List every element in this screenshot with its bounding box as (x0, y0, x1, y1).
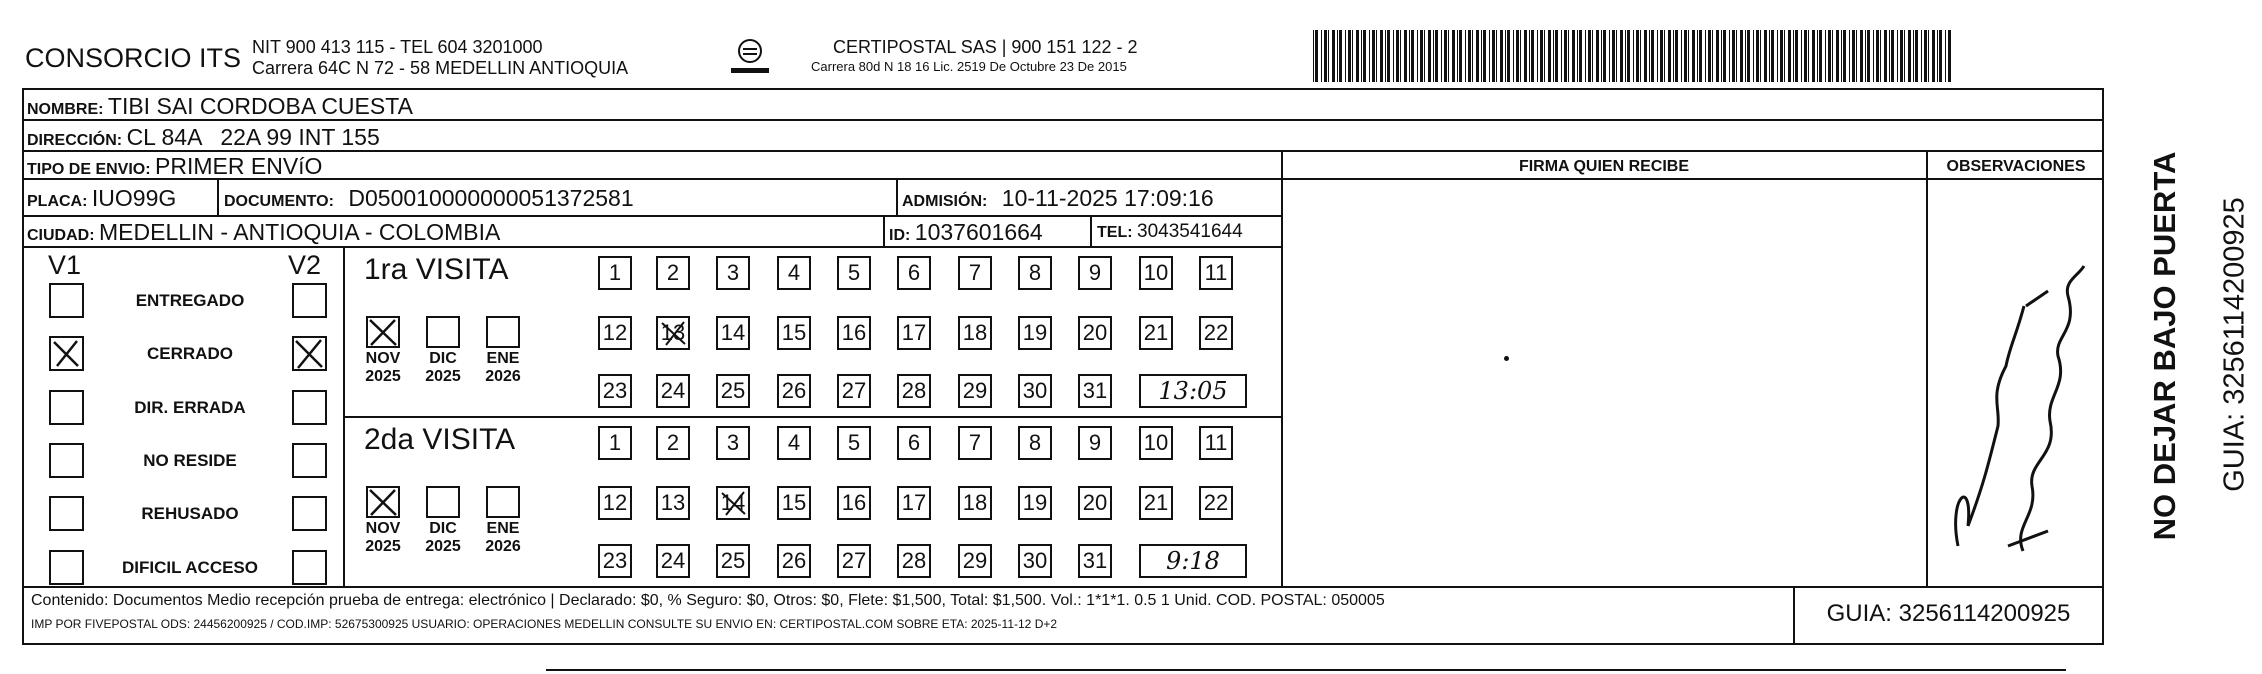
ciudad-label: CIUDAD: (27, 227, 95, 244)
month-year: 2025 (425, 538, 461, 555)
v2-label: V2 (288, 250, 322, 280)
day-cell[interactable]: 18 (958, 486, 992, 520)
visit-title: 2da VISITA (364, 423, 516, 456)
day-cell[interactable]: 31 (1078, 374, 1112, 408)
month-label (421, 350, 465, 386)
tipo-value: PRIMER ENVíO (155, 153, 323, 179)
handwritten-observaciones (1928, 246, 2104, 581)
admision-label: ADMISIÓN: (902, 193, 988, 210)
placa-value: IUO99G (91, 185, 177, 211)
v1-checkbox[interactable] (49, 550, 84, 585)
id-value: 1037601664 (914, 219, 1043, 245)
nombre-label: NOMBRE: (27, 101, 104, 118)
nombre-value: TIBI SAI CORDOBA CUESTA (107, 93, 413, 119)
direccion-label: DIRECCIÓN: (27, 132, 123, 149)
month-year: 2025 (425, 368, 461, 385)
day-cell[interactable]: 22 (1199, 316, 1233, 350)
tel-value: 3043541644 (1137, 221, 1243, 242)
day-cell[interactable]: 1 (598, 426, 632, 460)
footer-guia: GUIA: 3256114200925 (1826, 600, 2071, 627)
time-value: 9:18 (1166, 547, 1220, 575)
tel-label: TEL: (1097, 224, 1133, 241)
nombre-row (27, 93, 413, 120)
day-cell[interactable]: 23 (598, 374, 632, 408)
month-name: NOV (365, 520, 401, 537)
month-checkbox[interactable] (486, 316, 520, 348)
side-text (2110, 88, 2251, 588)
direccion-value: CL 84A 22A 99 INT 155 (126, 124, 380, 150)
status-option-label: CERRADO (147, 344, 233, 363)
day-cell[interactable]: 30 (1018, 544, 1052, 578)
month-label (361, 520, 405, 556)
month-checkbox[interactable] (426, 486, 460, 518)
day-cell[interactable]: 1 (598, 256, 632, 290)
day-cell[interactable]: 29 (958, 544, 992, 578)
day-cell[interactable]: 27 (837, 374, 871, 408)
day-cell[interactable]: 2 (656, 256, 690, 290)
month-name: DIC (429, 350, 457, 367)
day-cell[interactable]: 6 (897, 426, 931, 460)
id-row (889, 219, 1043, 246)
day-cell[interactable]: 25 (716, 374, 750, 408)
month-label (481, 520, 525, 556)
day-cell[interactable]: 13 (656, 316, 690, 350)
month-label (421, 520, 465, 556)
day-cell[interactable]: 21 (1139, 486, 1173, 520)
v1-checkbox[interactable] (49, 336, 84, 371)
month-year: 2025 (365, 368, 401, 385)
firma-label: FIRMA QUIEN RECIBE (1518, 158, 1690, 175)
day-cell[interactable]: 10 (1139, 426, 1173, 460)
admision-row (902, 185, 1214, 212)
day-cell[interactable]: 17 (897, 486, 931, 520)
company-address: Carrera 64C N 72 - 58 MEDELLIN ANTIOQUIA (252, 58, 629, 78)
month-checkbox[interactable] (486, 486, 520, 518)
day-cell[interactable]: 23 (598, 544, 632, 578)
month-year: 2026 (485, 538, 521, 555)
day-cell[interactable]: 24 (656, 374, 690, 408)
month-name: NOV (365, 350, 401, 367)
bottom-edge (546, 669, 2066, 671)
tipo-row (27, 153, 322, 180)
tipo-label: TIPO DE ENVIO: (27, 161, 151, 178)
day-cell[interactable]: 11 (1199, 426, 1233, 460)
month-checkbox[interactable] (366, 316, 400, 348)
admision-value: 10-11-2025 17:09:16 (1001, 185, 1214, 211)
month-checkbox[interactable] (366, 486, 400, 518)
courier-nit: CERTIPOSTAL SAS | 900 151 122 - 2 (833, 37, 1138, 57)
month-label (481, 350, 525, 386)
side-guia: GUIA: 3256114200925 (2218, 197, 2251, 492)
v2-checkbox[interactable] (292, 496, 327, 531)
ciudad-value: MEDELLIN - ANTIOQUIA - COLOMBIA (99, 219, 501, 245)
day-cell[interactable]: 9 (1078, 256, 1112, 290)
day-cell[interactable]: 8 (1018, 256, 1052, 290)
day-cell[interactable]: 16 (837, 316, 871, 350)
side-no-dejar: NO DEJAR BAJO PUERTA (2147, 151, 2182, 541)
status-option-label: DIFICIL ACCESO (121, 558, 258, 577)
day-cell[interactable]: 14 (716, 486, 750, 520)
day-cell[interactable]: 9 (1078, 426, 1112, 460)
day-cell[interactable]: 24 (656, 544, 690, 578)
day-cell[interactable]: 3 (716, 426, 750, 460)
v2-checkbox[interactable] (292, 550, 327, 585)
day-cell[interactable]: 20 (1078, 486, 1112, 520)
day-cell[interactable]: 12 (598, 316, 632, 350)
day-cell[interactable]: 15 (777, 486, 811, 520)
status-option-label: REHUSADO (141, 504, 239, 523)
v2-checkbox[interactable] (292, 336, 327, 371)
day-cell[interactable]: 3 (716, 256, 750, 290)
day-cell[interactable]: 12 (598, 486, 632, 520)
day-cell[interactable]: 30 (1018, 374, 1052, 408)
status-option-label: DIR. ERRADA (134, 398, 246, 417)
day-cell[interactable]: 5 (837, 426, 871, 460)
day-cell[interactable]: 8 (1018, 426, 1052, 460)
day-cell[interactable]: 21 (1139, 316, 1173, 350)
day-cell[interactable]: 4 (777, 426, 811, 460)
documento-label: DOCUMENTO: (224, 193, 334, 210)
month-year: 2025 (365, 538, 401, 555)
day-cell[interactable]: 19 (1018, 486, 1052, 520)
day-cell[interactable]: 17 (897, 316, 931, 350)
day-cell[interactable]: 25 (716, 544, 750, 578)
day-cell[interactable]: 29 (958, 374, 992, 408)
v1-checkbox[interactable] (49, 443, 84, 478)
day-cell[interactable]: 4 (777, 256, 811, 290)
placa-label: PLACA: (27, 193, 88, 210)
day-mark (658, 318, 688, 353)
day-cell[interactable]: 15 (777, 316, 811, 350)
month-year: 2026 (485, 368, 521, 385)
day-cell[interactable]: 28 (897, 374, 931, 408)
day-cell[interactable]: 7 (958, 256, 992, 290)
day-cell[interactable]: 26 (777, 374, 811, 408)
day-cell[interactable]: 22 (1199, 486, 1233, 520)
ink-dot (1504, 356, 1509, 361)
month-label (361, 350, 405, 386)
status-option-label: ENTREGADO (135, 291, 245, 310)
day-cell[interactable]: 31 (1078, 544, 1112, 578)
day-cell[interactable]: 20 (1078, 316, 1112, 350)
documento-value: D050010000000051372581 (348, 185, 634, 211)
time-value: 13:05 (1158, 377, 1228, 405)
footer-content: Contenido: Documentos Medio recepción prueba de entrega: electrónico | Declarado: $0, % Seguro: $0, Otros: $0, Flete: $1,500, Total: $1,500. Vol.: 1*1*1. 0.5 1 Unid. COD. POSTAL: 050005 (31, 592, 1385, 609)
v2-checkbox[interactable] (292, 443, 327, 478)
day-cell[interactable]: 27 (837, 544, 871, 578)
day-cell[interactable]: 10 (1139, 256, 1173, 290)
day-cell[interactable]: 19 (1018, 316, 1052, 350)
day-cell[interactable]: 28 (897, 544, 931, 578)
month-name: ENE (486, 350, 520, 367)
day-cell[interactable]: 18 (958, 316, 992, 350)
status-option-label: NO RESIDE (143, 451, 237, 470)
time-box[interactable] (1139, 544, 1247, 578)
footer-imp: IMP POR FIVEPOSTAL ODS: 24456200925 / COD.IMP: 52675300925 USUARIO: OPERACIONES MEDELLIN CONSULTE SU ENVIO EN: CERTIPOSTAL.COM SOBRE ETA: 2025-11-12 D+2 (31, 617, 1058, 631)
v1-checkbox[interactable] (49, 283, 84, 318)
v1-label: V1 (48, 250, 82, 280)
day-mark (718, 488, 748, 523)
barcode (1313, 30, 1953, 82)
observaciones-label: OBSERVACIONES (1946, 158, 2086, 175)
day-cell[interactable]: 6 (897, 256, 931, 290)
certipostal-logo (728, 36, 772, 78)
courier-license: Carrera 80d N 18 16 Lic. 2519 De Octubre 23 De 2015 (811, 59, 1127, 74)
day-cell[interactable]: 11 (1199, 256, 1233, 290)
month-name: DIC (429, 520, 457, 537)
v2-checkbox[interactable] (292, 283, 327, 318)
id-label: ID: (889, 227, 911, 244)
company-name: CONSORCIO ITS (25, 43, 242, 73)
direccion-row (27, 124, 380, 151)
day-cell[interactable]: 16 (837, 486, 871, 520)
day-cell[interactable]: 14 (716, 316, 750, 350)
day-cell[interactable]: 26 (777, 544, 811, 578)
month-checkbox[interactable] (426, 316, 460, 348)
documento-row (224, 185, 634, 212)
day-cell[interactable]: 13 (656, 486, 690, 520)
time-box[interactable] (1139, 374, 1247, 408)
month-name: ENE (486, 520, 520, 537)
day-cell[interactable]: 7 (958, 426, 992, 460)
v1-checkbox[interactable] (49, 390, 84, 425)
day-cell[interactable]: 2 (656, 426, 690, 460)
tel-row (1097, 221, 1243, 243)
visit-title: 1ra VISITA (364, 253, 509, 286)
placa-row (27, 185, 176, 212)
v2-checkbox[interactable] (292, 390, 327, 425)
ciudad-row (27, 219, 500, 246)
v1-checkbox[interactable] (49, 496, 84, 531)
company-nit: NIT 900 413 115 - TEL 604 3201000 (252, 37, 543, 57)
day-cell[interactable]: 5 (837, 256, 871, 290)
